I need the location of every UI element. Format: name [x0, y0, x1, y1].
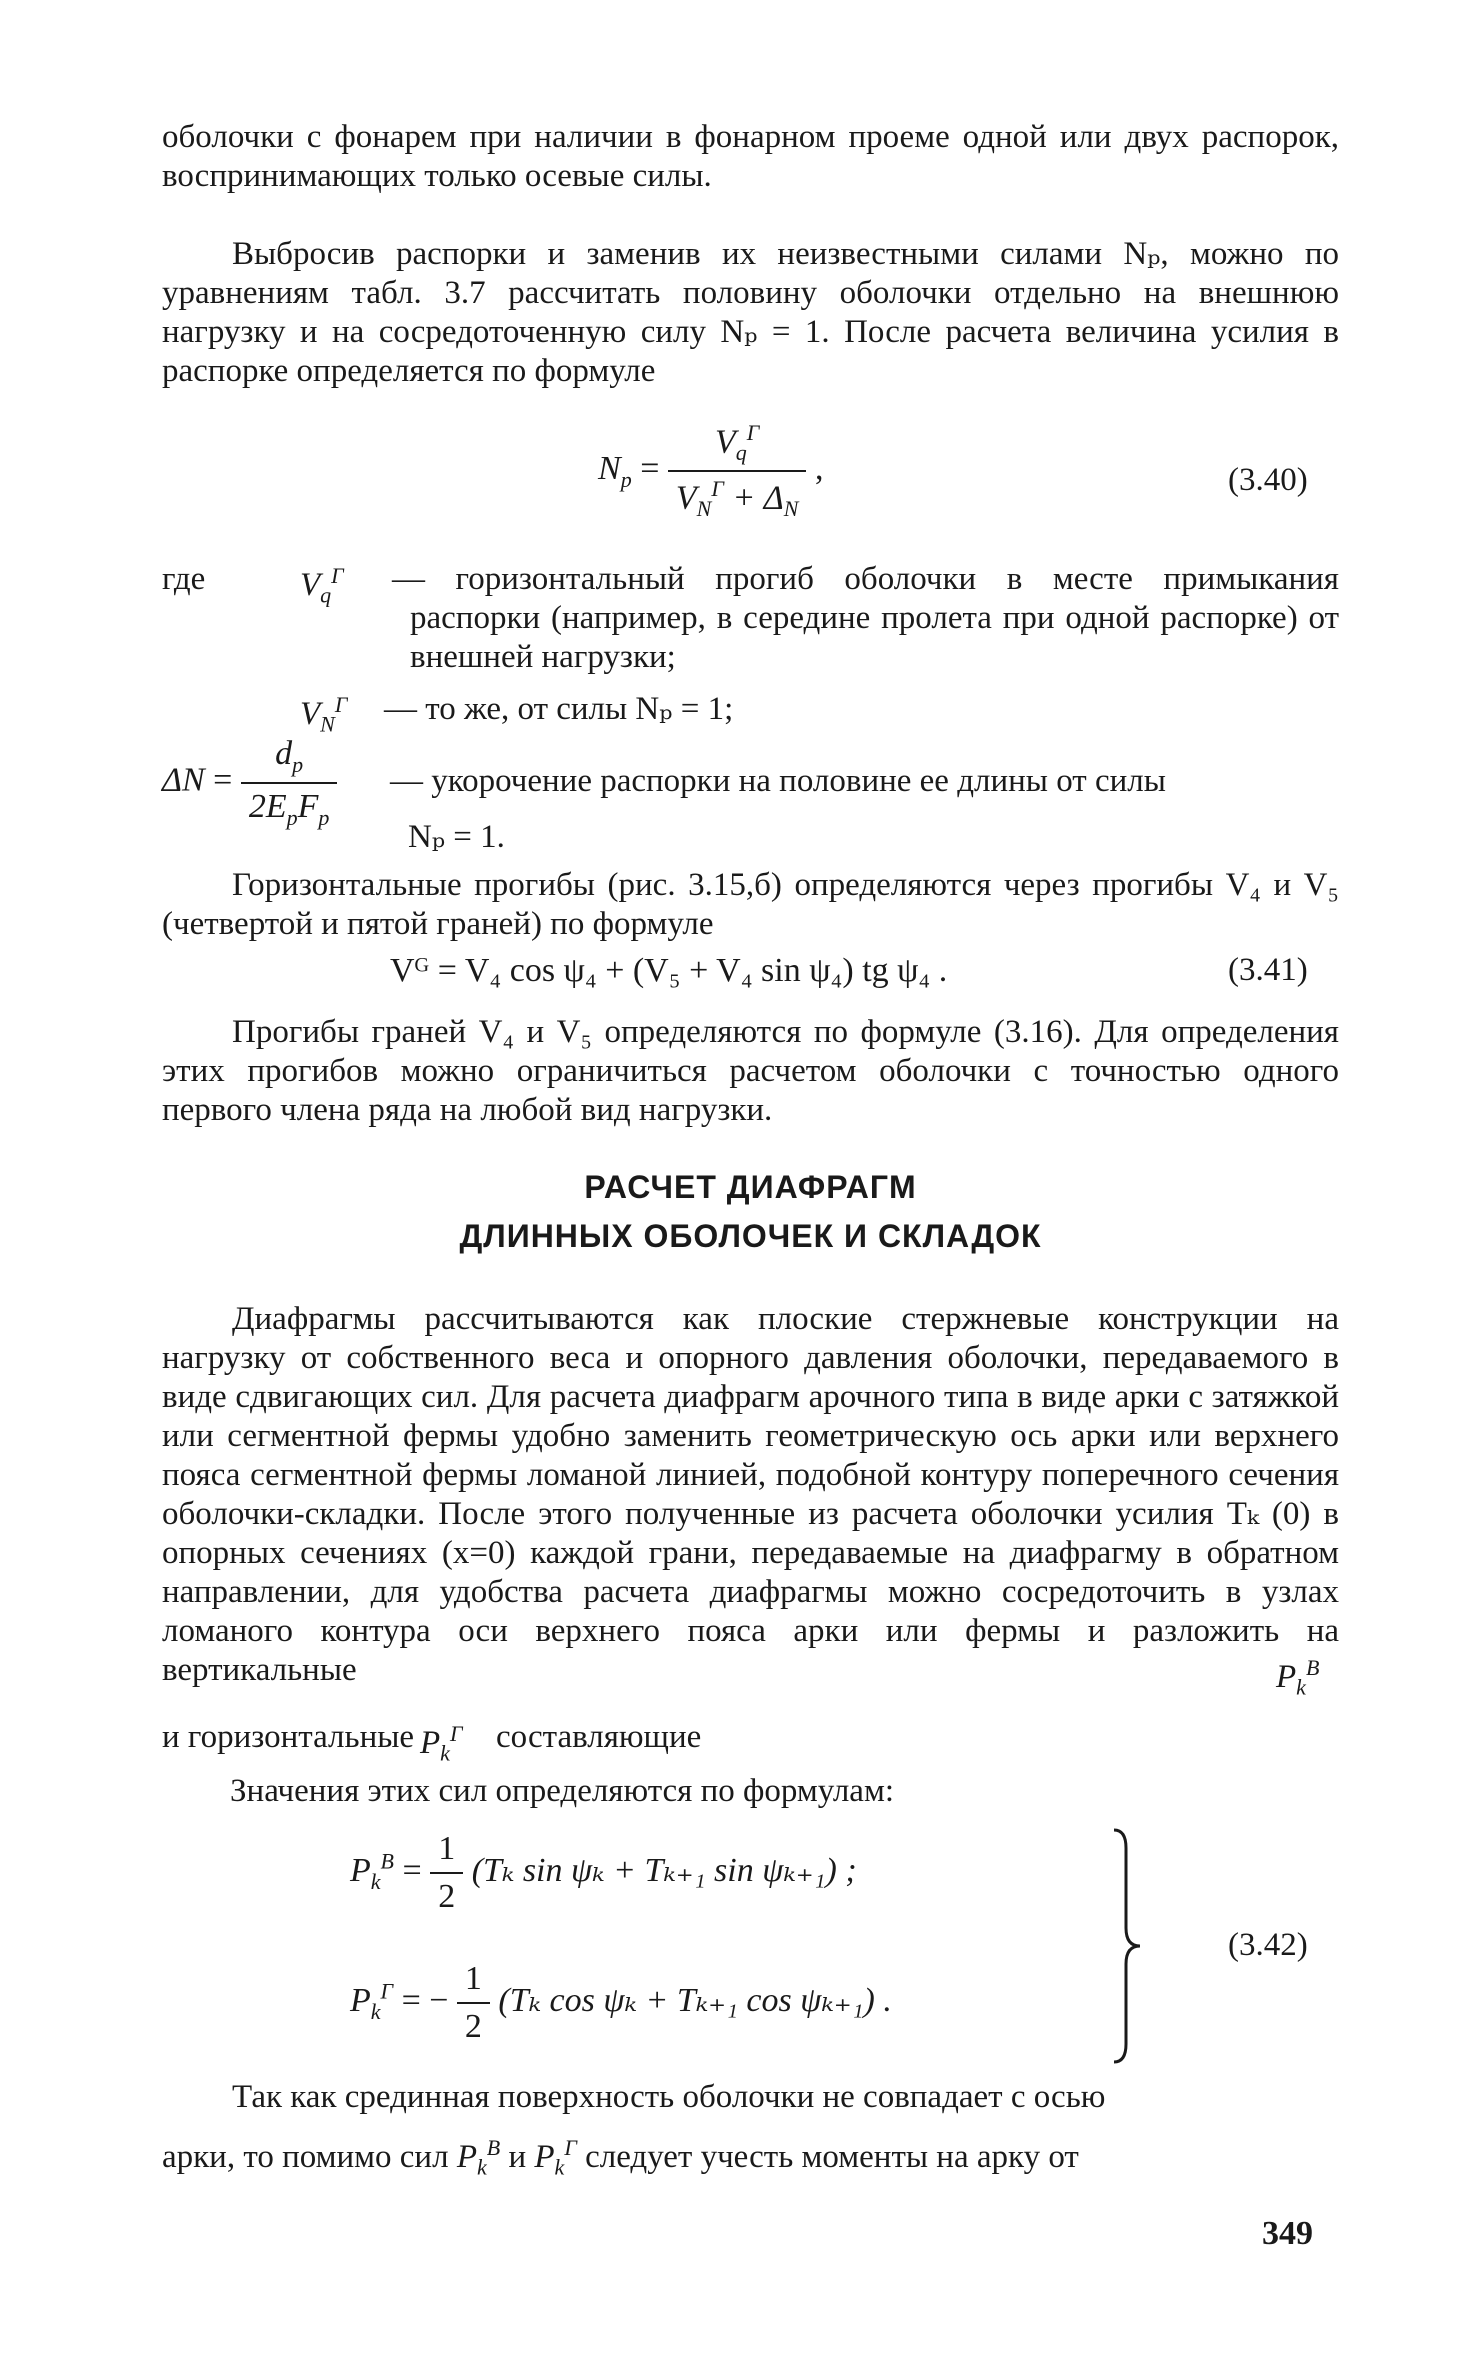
where-label: где: [162, 561, 206, 597]
equation-3-41: Vᴳ = V₄ cos ψ₄ + (V₅ + V₄ sin ψ₄) tg ψ₄ .: [390, 952, 948, 989]
paragraph-7-line-1: Так как срединная поверхность оболочки не совпадает с осью: [232, 2079, 1106, 2115]
definition-vq: — горизонтальный прогиб оболочки в месте примыкания распорки (например, в середине пролета при одной распорке) от внешней нагрузки;: [392, 561, 1339, 675]
paragraph-3: Горизонтальные прогибы (рис. 3.15,б) определяются через прогибы V₄ и V₅ (четвертой и пятой граней) по формуле: [162, 867, 1339, 942]
right-brace: [1112, 1828, 1142, 2064]
delta-n-formula: ΔN = $\frac{d_p}{2E_pF_p}$: [162, 735, 337, 831]
paragraph-7-text-c: следует учесть моменты на арку от: [585, 2139, 1079, 2175]
paragraph-5: Диафрагмы рассчитываются как плоские стержневые конструкции на нагрузку от собственного веса и опорного давления оболочки, передаваемого в виде сдвигающих сил. Для расчета диафрагм арочного типа в виде арки с затяжкой или сегментной фермы удобно заменить геометрическую ось арки или верхнего пояса сегментной фермы ломаной линией, подобной контуру поперечного сечения оболочки-складки. После этого полученные из расчета оболочки усилия Tₖ (0) в опорных сечениях (x=0) каждой грани, передаваемые на диафрагму в обратном направлении, для удобства расчета диафрагмы можно сосредоточить в узлах ломаного контура оси верхнего пояса арки или фермы и разложить на вертикальные: [162, 1301, 1339, 1688]
equation-3-42-line-1-body: (Tₖ sin ψₖ + Tₖ₊₁ sin ψₖ₊₁) ;: [471, 1851, 857, 1889]
paragraph-7-line-2: [162, 2128, 1079, 2187]
equation-number-3-40: (3.40): [1228, 462, 1308, 498]
definition-delta-n: — укорочение распорки на половине ее длины от силы: [390, 763, 1166, 799]
paragraph-7-text-a: арки, то помимо сил: [162, 2139, 449, 2175]
paragraph-5-tail: и горизонтальные: [162, 1719, 415, 1755]
equation-3-42-line-2: $P_k^Г$ = − $\frac{1}{2}$ (Tₖ cos ψₖ + Tₖ₊₁ cos ψₖ₊₁) .: [350, 1960, 892, 2045]
paragraph-1: оболочки с фонарем при наличии в фонарном проеме одной или двух распорок, воспринимающих только осевые силы.: [162, 119, 1339, 194]
symbol-vn: $V_N^Г$: [300, 692, 348, 737]
section-heading-line-2: ДЛИННЫХ ОБОЛОЧЕК И СКЛАДОК: [459, 1218, 1042, 1254]
symbol-vq: $V_q^Г$: [300, 563, 344, 608]
paragraph-2: Выбросив распорки и заменив их неизвестными силами Nₚ, можно по уравнениям табл. 3.7 рассчитать половину оболочки отдельно на внешнюю нагрузку и на сосредоточенную силу Nₚ = 1. После расчета величина усилия в распорке определяется по формуле: [162, 236, 1339, 389]
symbol-pk-g-inline: $P_k^Г$: [534, 2135, 577, 2180]
equation-3-40: $N_p$ = $\frac{V_q^Г}{V_N^Г + \Delta_N}$ ,: [598, 420, 824, 522]
page-number: 349: [1262, 2215, 1313, 2252]
paragraph-6: Значения этих сил определяются по формулам:: [230, 1773, 894, 1809]
definition-vn: — то же, от силы Nₚ = 1;: [384, 691, 734, 727]
paragraph-7-text-b: и: [508, 2139, 527, 2175]
equation-3-42-line-1: $P_k^В$ = $\frac{1}{2}$ (Tₖ sin ψₖ + Tₖ₊₁ sin ψₖ₊₁) ;: [350, 1830, 857, 1915]
equation-number-3-41: (3.41): [1228, 952, 1308, 988]
definition-delta-n-end: Nₚ = 1.: [408, 819, 505, 855]
symbol-pk-g: $P_k^Г$: [420, 1721, 463, 1766]
paragraph-5-end: составляющие: [496, 1719, 702, 1755]
symbol-pk-v-inline: $P_k^В$: [456, 2135, 501, 2180]
equation-3-42-line-2-body: (Tₖ cos ψₖ + Tₖ₊₁ cos ψₖ₊₁) .: [498, 1981, 892, 2019]
section-heading-line-1: РАСЧЕТ ДИАФРАГМ: [584, 1169, 917, 1205]
paragraph-4: Прогибы граней V₄ и V₅ определяются по формуле (3.16). Для определения этих прогибов можно ограничиться расчетом оболочки с точностью одного первого члена ряда на любой вид нагрузки.: [162, 1014, 1339, 1128]
symbol-pk-v: $P_k^В$: [1276, 1655, 1320, 1700]
equation-number-3-42: (3.42): [1228, 1927, 1308, 1963]
